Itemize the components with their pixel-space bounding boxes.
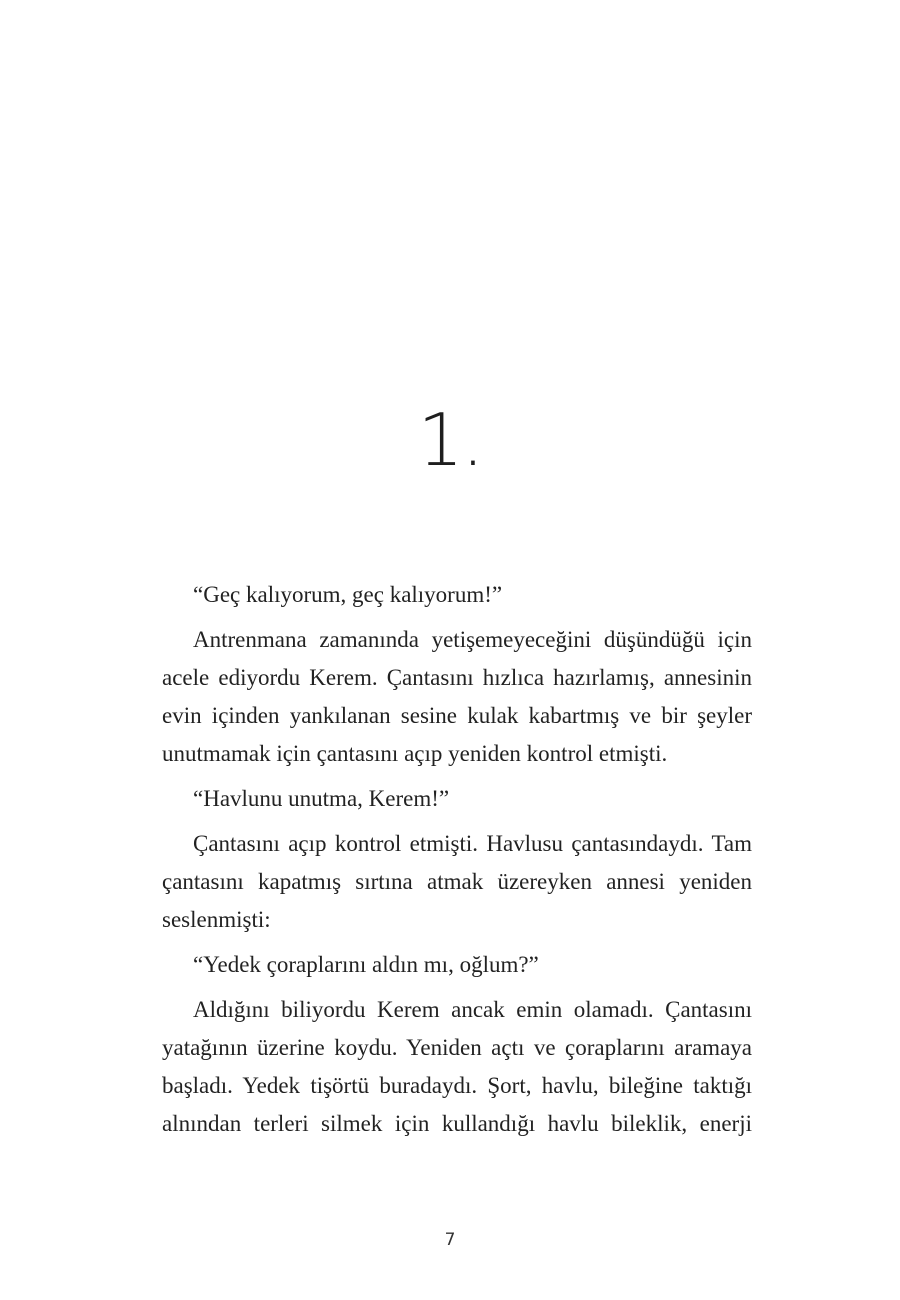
paragraph: “Geç kalıyorum, geç kalıyorum!” [193, 582, 503, 607]
chapter-number: 1. [417, 398, 483, 482]
paragraph: Çantasını açıp kontrol etmişti. Havlusu çantasındaydı. Tam çantasını kapatmış sırtına atmak üzereyken annesi yeniden seslenmişti: [162, 831, 752, 932]
paragraph: “Havlunu unutma, Kerem!” [193, 786, 450, 811]
page-number: 7 [444, 1230, 456, 1250]
paragraph: “Yedek çoraplarını aldın mı, oğlum?” [193, 952, 539, 977]
body-text [162, 576, 752, 1150]
paragraph: Aldığını biliyordu Kerem ancak emin olamadı. Çantasını yatağının üzerine koydu. Yeniden açtı ve çoraplarını aramaya başladı. Yedek tişörtü buradaydı. Şort, havlu, bileğine taktığı alnından terleri silmek için kullandığı havlu bileklik, enerji [162, 997, 752, 1136]
paragraph: Antrenmana zamanında yetişemeyeceğini düşündüğü için acele ediyordu Kerem. Çantasını hızlıca hazırlamış, annesinin evin içinden yankılanan sesine kulak kabartmış ve bir şeyler unutmamak için çantasını açıp yeniden kontrol etmişti. [162, 627, 752, 766]
